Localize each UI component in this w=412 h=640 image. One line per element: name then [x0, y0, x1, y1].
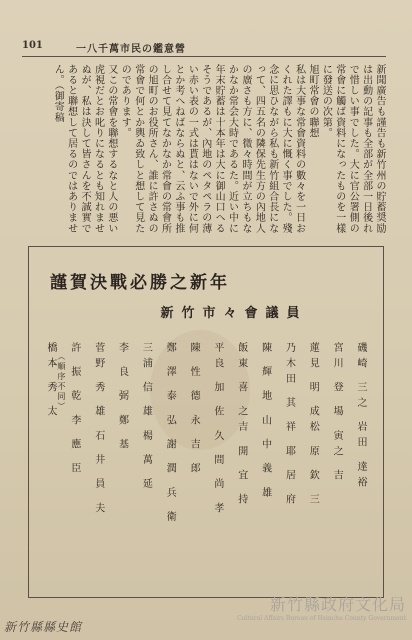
name-columns	[44, 342, 368, 580]
watermark	[216, 592, 406, 622]
name-column: 許 振 乾 李 應 臣 （順序不同）	[68, 342, 82, 580]
page-header	[22, 40, 382, 56]
name-column: 菅野 秀 雄 石 井 員 夫	[92, 342, 104, 519]
announcement-subtitle: 新竹市々會議員	[160, 306, 308, 321]
body-subheading: 旭町常會の聯想	[306, 64, 318, 139]
library-mark: 新竹縣縣史館	[4, 620, 83, 634]
name-column: 蓮見 明 成松 原 欽 三	[307, 342, 319, 510]
name-column: 陳 性 德 永 吉 郎	[188, 342, 200, 479]
name-column: 陳 輝 地 山 中 義 雄	[259, 342, 271, 503]
announcement-title-text: 謹賀決戰必勝之新年	[50, 273, 230, 293]
watermark-subtext: Cultural Affairs Bureau of Hsinchu County Government	[237, 615, 406, 622]
body-paragraph: 又この常會を聯想するなと人の悪い虎視だとお叱りになるとも知れませぬが、私は決して皆さんを不誠實であると聯想して居るのではありません。（御寄稿	[52, 64, 117, 234]
name-column: 平良 加 佐 久 間 尚 孝	[211, 342, 223, 519]
name-column: 李 良 弼 鄭 基	[116, 342, 128, 455]
name-column: 橋本 秀 太	[45, 342, 56, 422]
name-column: 乃木田 其 祥 耶 居 府	[283, 342, 295, 510]
order-note: （順序不同）	[56, 352, 66, 412]
page-number: 101	[22, 40, 43, 51]
name-column: 鄭 澤 泰 弘 謝 潤 兵 衛	[164, 342, 176, 527]
name-column: 磯崎 三之 岩田 達裕	[354, 342, 366, 493]
name-column: 三浦 信 雄 楊 萬 延	[140, 342, 152, 494]
name-column: 宮川 登 場 寅之 吉	[331, 342, 343, 486]
running-title: 一八千萬市民の鑑意營	[76, 44, 186, 55]
header-rule	[22, 56, 386, 57]
body-paragraph: 私は大事な常會資料の數々を一日おくれた譯もに大に慨く事でした。殘念に思ひながら私も新竹組合長になって、四五名の隣保先生方の內地人の廣さも方に、微々時間が立ちもなかなか常会大時であるた。近い中に年末貯蓄は十本年は大に御山口へるそうであるが、內地のペタペラの薄い赤い表の一式は貰はないで外に何とか考へねばならぬと、云ふ事も推し合せて見てなかなか常會の常會所の旭町のお役所さん、誰に許さぬの常會で何とか輿ゐ致しと想して見たのであります。	[119, 64, 305, 234]
body-paragraph: 新聞廣告も謹告も新竹州の貯蓄奨励は出動の記事も全部が全部一日後れで惜しい事でした。大に官公署側の常會に觸ば資料になったものを一樣に發送の次第。	[320, 64, 385, 234]
announcement-title	[50, 268, 362, 293]
article-body	[22, 64, 386, 240]
watermark-text: 新竹縣政府文化局	[269, 595, 406, 614]
name-column: 飯東 喜 之吉 開 宜 持	[235, 342, 247, 510]
